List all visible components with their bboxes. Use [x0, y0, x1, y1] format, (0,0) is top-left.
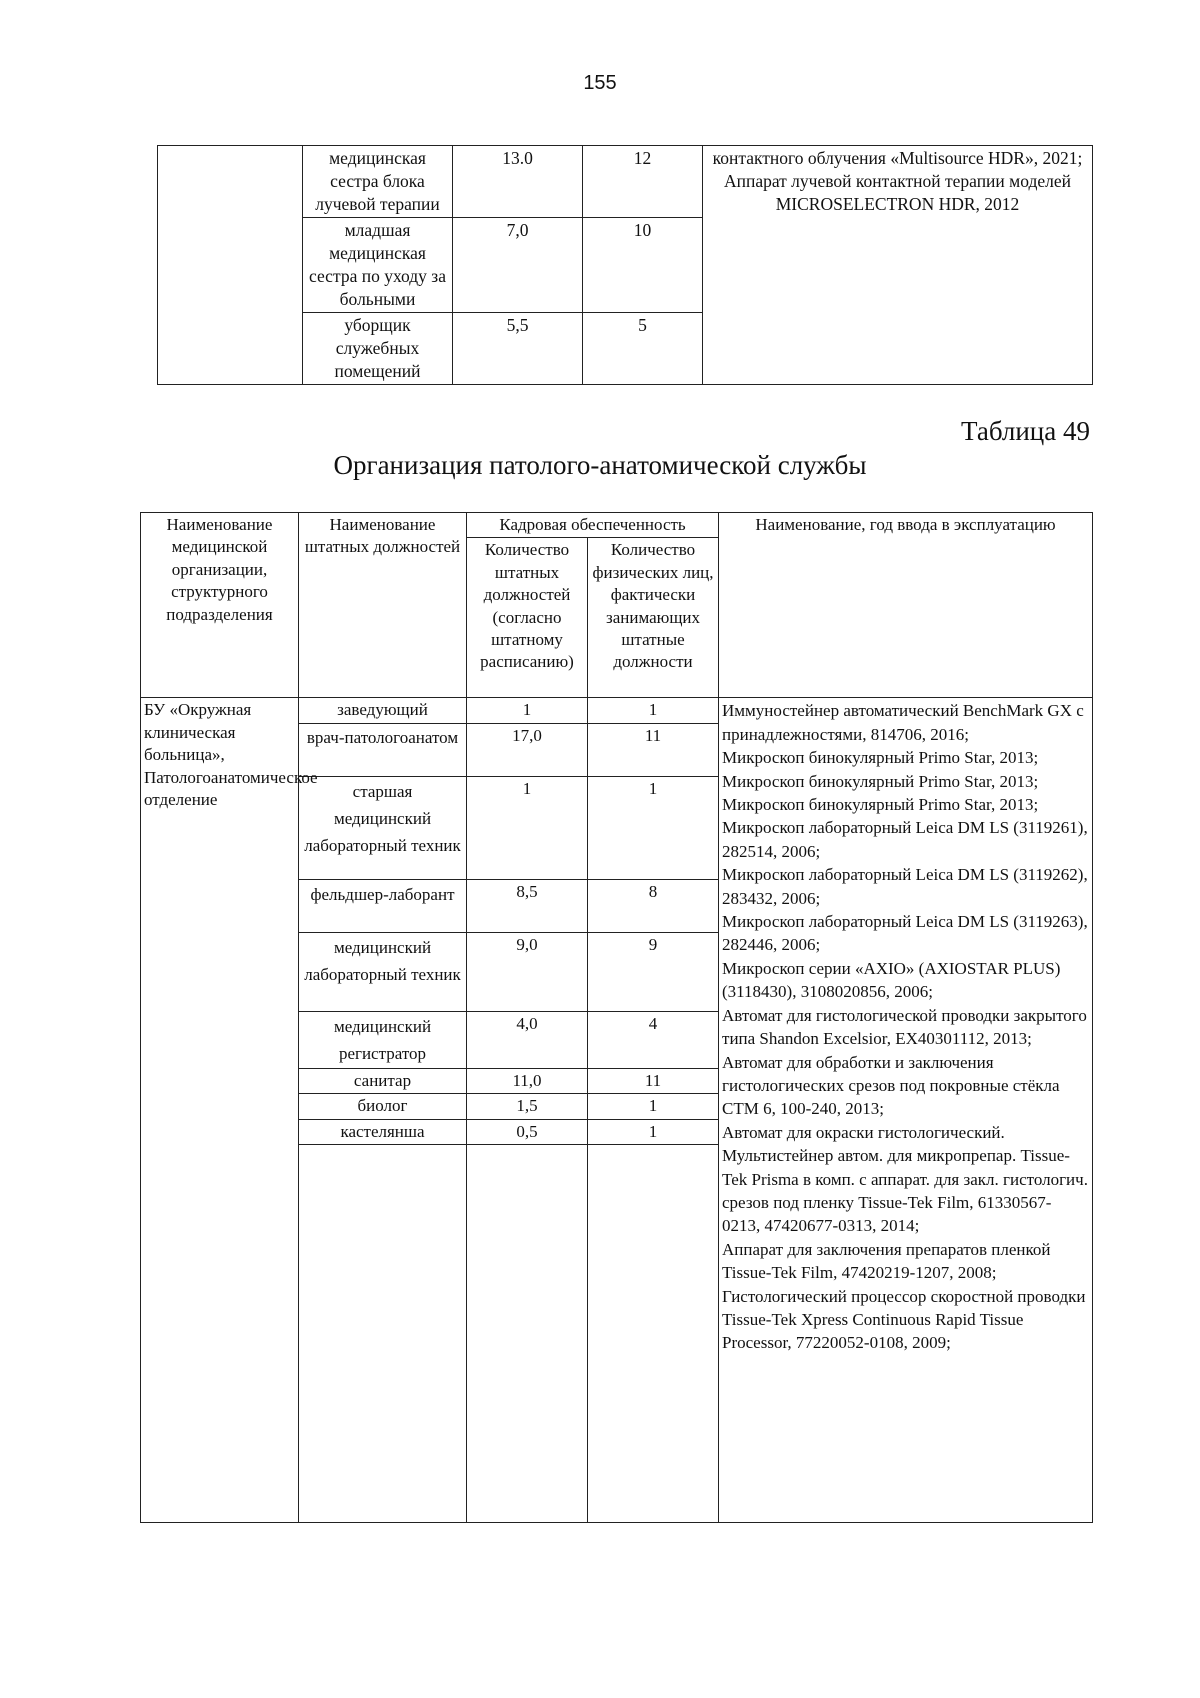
- table-row: [141, 698, 1093, 723]
- units-cell: 11,0: [467, 1068, 588, 1093]
- header-units: Количество штатных должностей (согласно штатному расписанию): [467, 538, 588, 698]
- equipment-item: Иммуностейнер автоматический BenchMark GX с принадлежностями, 814706, 2016;: [722, 701, 1084, 744]
- header-staffing: Кадровая обеспеченность: [467, 513, 719, 538]
- position-cell: медицинский лабораторный техник: [299, 932, 467, 1011]
- page-number: 155: [583, 72, 617, 94]
- empty-cell: [467, 1145, 588, 1523]
- position-cell: фельдшер-лаборант: [299, 879, 467, 932]
- persons-cell: 10: [583, 218, 703, 313]
- persons-cell: 11: [588, 723, 719, 776]
- position-cell: медицинская сестра блока лучевой терапии: [303, 146, 453, 218]
- position-cell: биолог: [299, 1094, 467, 1119]
- position-cell: младшая медицинская сестра по уходу за больными: [303, 218, 453, 313]
- persons-cell: 1: [588, 776, 719, 879]
- units-cell: 4,0: [467, 1011, 588, 1068]
- position-cell: санитар: [299, 1068, 467, 1093]
- continuation-table: [157, 145, 1093, 385]
- units-cell: 17,0: [467, 723, 588, 776]
- position-cell: старшая медицинский лабораторный техник: [299, 776, 467, 879]
- header-persons: Количество физических лиц, фактически занимающих штатные должности: [588, 538, 719, 698]
- equipment-item: Автомат для окраски гистологический. Мультистейнер автом. для микропрепар. Tissue-Tek Prisma в комп. с аппарат. для закл. гистологич. срезов под пленку Tissue-Tek Film, 61330567-0213, 47420677-0313, 2014;: [722, 1122, 1088, 1236]
- empty-cell: [299, 1145, 467, 1523]
- equipment-item: Микроскоп бинокулярный Primo Star, 2013;: [722, 795, 1039, 815]
- equipment-list-cell: [719, 698, 1093, 1523]
- position-cell: уборщик служебных помещений: [303, 313, 453, 385]
- equipment-item: Гистологический процессор скоростной проводки Tissue-Tek Xpress Continuous Rapid Tissue Processor, 77220052-0108, 2009;: [722, 1286, 1086, 1353]
- table-title: Организация патолого-анатомической службы: [333, 450, 867, 480]
- units-cell: 8,5: [467, 879, 588, 932]
- persons-cell: 12: [583, 146, 703, 218]
- units-cell: 0,5: [467, 1119, 588, 1144]
- header-positions: Наименование штатных должностей: [299, 513, 467, 698]
- persons-cell: 11: [588, 1068, 719, 1093]
- equipment-list: [722, 699, 1089, 1354]
- equipment-item: Микроскоп бинокулярный Primo Star, 2013;: [722, 748, 1039, 768]
- org-cell: [158, 146, 303, 385]
- units-cell: 5,5: [453, 313, 583, 385]
- table-row: [158, 146, 1093, 218]
- units-cell: 9,0: [467, 932, 588, 1011]
- position-cell: заведующий: [299, 698, 467, 723]
- persons-cell: 4: [588, 1011, 719, 1068]
- pathology-service-table: [140, 512, 1093, 1523]
- equipment-item: Микроскоп лабораторный Leica DM LS (3119261), 282514, 2006;: [722, 818, 1088, 861]
- units-cell: 1: [467, 698, 588, 723]
- persons-cell: 1: [588, 1094, 719, 1119]
- position-cell: кастелянша: [299, 1119, 467, 1144]
- equipment-cell: контактного облучения «Multisource HDR», 2021; Аппарат лучевой контактной терапии моделей MICROSELECTRON HDR, 2012: [703, 146, 1093, 385]
- equipment-item: Автомат для обработки и заключения гистологических срезов под покровные стёкла CTM 6, 100-240, 2013;: [722, 1052, 1060, 1119]
- header-row: [141, 513, 1093, 538]
- equipment-item: Микроскоп лабораторный Leica DM LS (3119263), 282446, 2006;: [722, 912, 1088, 955]
- header-equipment: Наименование, год ввода в эксплуатацию: [719, 513, 1093, 698]
- persons-cell: 1: [588, 698, 719, 723]
- position-cell: врач-патологоанатом: [299, 723, 467, 776]
- empty-cell: [588, 1145, 719, 1523]
- units-cell: 7,0: [453, 218, 583, 313]
- units-cell: 13.0: [453, 146, 583, 218]
- equipment-item: Аппарат для заключения препаратов пленкой Tissue-Tek Film, 47420219-1207, 2008;: [722, 1239, 1051, 1283]
- units-cell: 1: [467, 776, 588, 879]
- persons-cell: 1: [588, 1119, 719, 1144]
- equipment-item: Автомат для гистологической проводки закрытого типа Shandon Excelsior, EX40301112, 2013;: [722, 1005, 1087, 1049]
- table-number: Таблица 49: [961, 416, 1090, 446]
- equipment-item: Микроскоп лабораторный Leica DM LS (3119262), 283432, 2006;: [722, 865, 1088, 908]
- equipment-item: Микроскоп серии «AXIO» (AXIOSTAR PLUS) (3118430), 3108020856, 2006;: [722, 958, 1061, 1002]
- persons-cell: 5: [583, 313, 703, 385]
- org-name-cell: БУ «Окружная клиническая больница», Патологоанатомическое отделение: [141, 698, 299, 1523]
- position-cell: медицинский регистратор: [299, 1011, 467, 1068]
- equipment-item: Микроскоп бинокулярный Primo Star, 2013;: [722, 771, 1039, 791]
- units-cell: 1,5: [467, 1094, 588, 1119]
- persons-cell: 9: [588, 932, 719, 1011]
- persons-cell: 8: [588, 879, 719, 932]
- header-org: Наименование медицинской организации, структурного подразделения: [141, 513, 299, 698]
